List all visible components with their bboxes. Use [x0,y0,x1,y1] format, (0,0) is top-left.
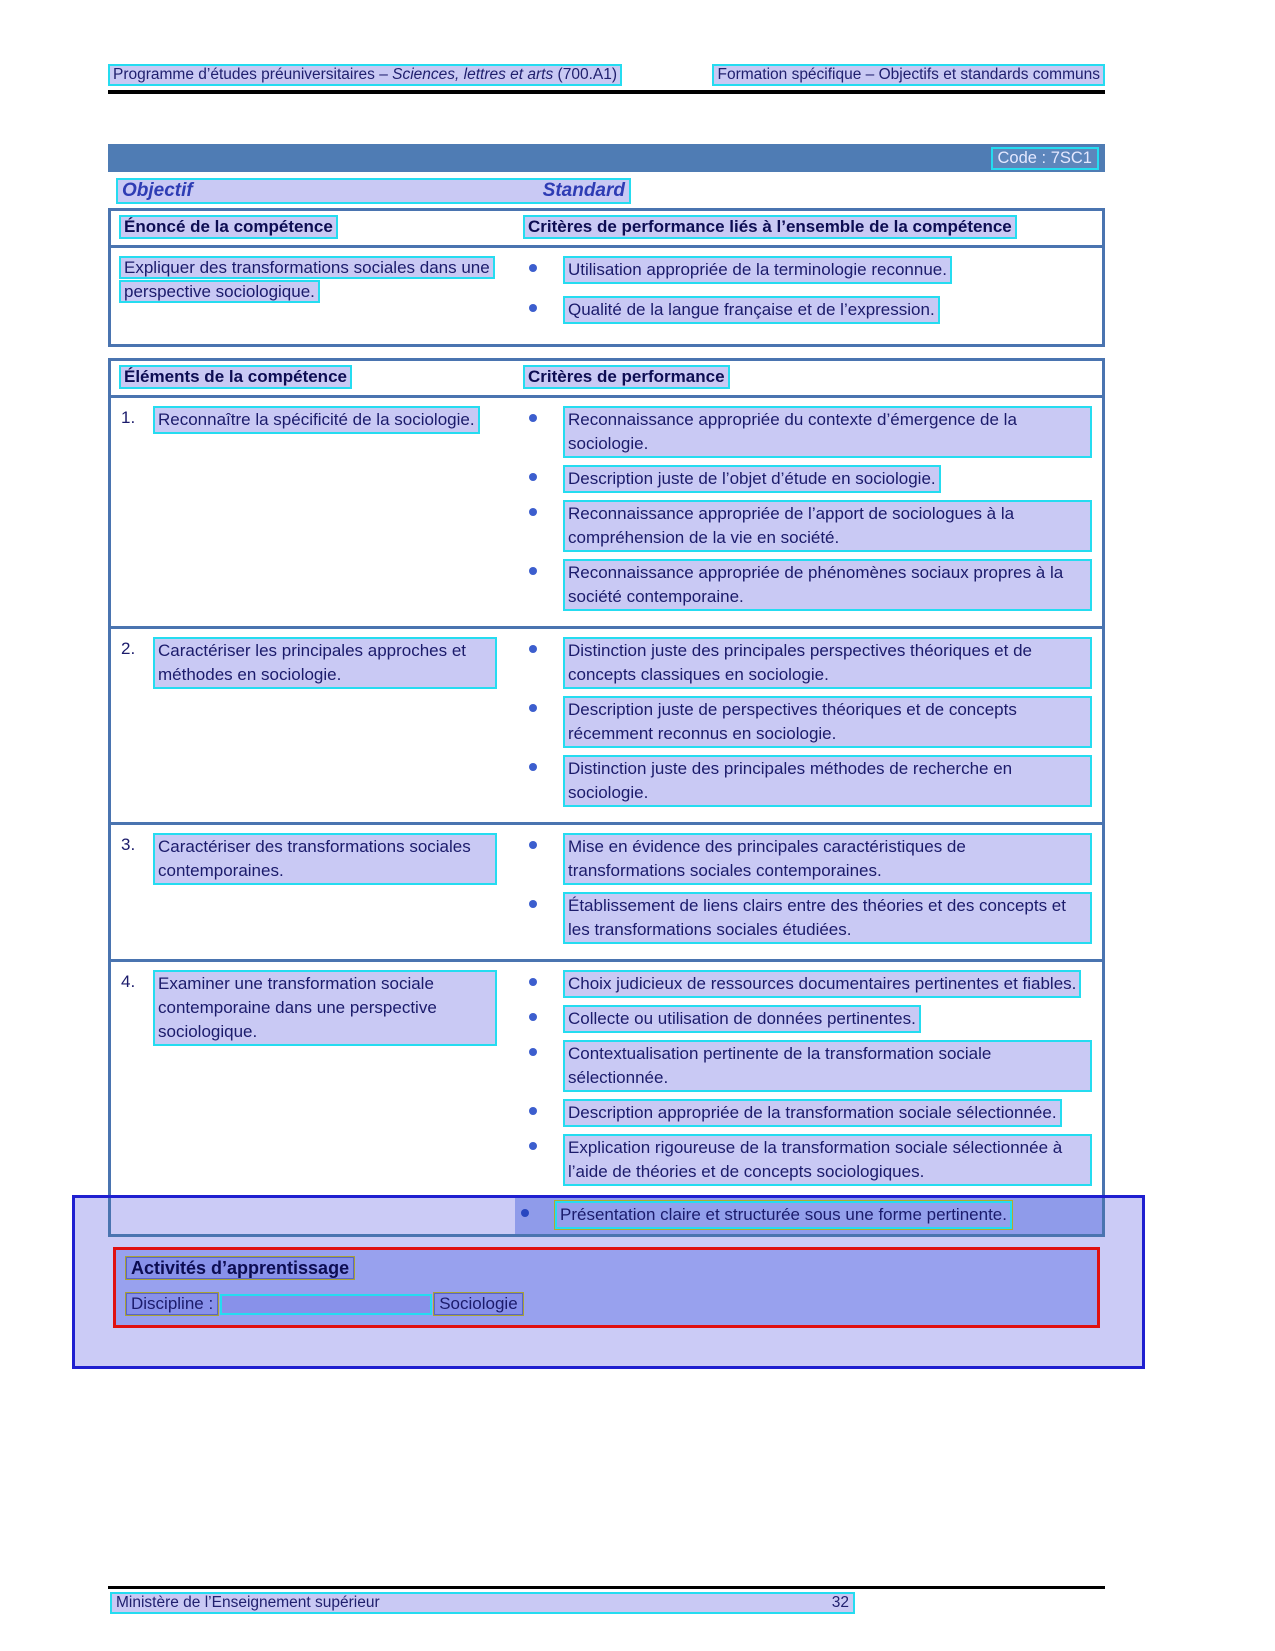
header-left [108,64,622,86]
element-number: 1. [121,408,136,427]
header-left-suffix: (700.A1) [553,66,617,83]
element-number: 3. [121,835,136,854]
criteria-cell [523,970,1096,1193]
element-text: Examiner une transformation sociale contemporaine dans une perspective sociologique. [153,970,497,1046]
criterion-item [523,296,1092,324]
bullet-icon [529,763,537,771]
criterion-text: Distinction juste des principales perspectives théoriques et de concepts classiques en sociologie. [563,637,1092,689]
element-row-1 [111,398,1102,629]
competence-statement: Expliquer des transformations sociales dans une perspective sociologique. [119,256,495,303]
criterion-item [523,892,1092,944]
bullet-icon [529,900,537,908]
element-row-4 [111,962,1102,1195]
header-left-italic: Sciences, lettres et arts [392,66,554,83]
criteria-cell [515,1198,1102,1234]
elements-table-header [111,361,1102,398]
criteria-cell [523,406,1096,618]
elements-header-left: Éléments de la compétence [119,365,352,389]
activities-box [113,1247,1100,1328]
criterion-item [523,1134,1092,1186]
criterion-text: Description appropriée de la transformation sociale sélectionnée. [563,1099,1062,1127]
criterion-text: Mise en évidence des principales caractéristiques de transformations sociales contemporaines. [563,833,1092,885]
footer [110,1592,855,1614]
criterion-text: Présentation claire et structurée sous une forme pertinente. [555,1201,1012,1229]
criterion-item [523,500,1092,552]
element-cell [119,970,523,1193]
competence-header-left: Énoncé de la compétence [119,215,338,239]
criterion-text: Description juste de l’objet d’étude en sociologie. [563,465,941,493]
discipline-value: Sociologie [434,1293,522,1315]
objectif-label: Objectif [122,180,193,201]
criterion-item [523,1005,1092,1033]
criterion-text: Collecte ou utilisation de données pertinentes. [563,1005,921,1033]
criterion-item [523,256,1092,284]
criterion-text: Contextualisation pertinente de la transformation sociale sélectionnée. [563,1040,1092,1092]
competence-statement-cell [119,256,523,336]
element-cell [119,406,523,618]
criteria-cell [523,637,1096,814]
element-number: 4. [121,972,136,991]
bullet-icon [529,1142,537,1150]
element-row-2 [111,629,1102,825]
elements-header-right: Critères de performance [523,365,730,389]
criterion-item [523,637,1092,689]
criterion-item [523,465,1092,493]
bullet-icon [529,1048,537,1056]
header-rule [108,90,1105,94]
bullet-icon [521,1209,529,1217]
criterion-item [523,1099,1092,1127]
criterion-item [523,755,1092,807]
criterion-text: Qualité de la langue française et de l’expression. [563,296,940,324]
objectif-standard-row [116,178,631,204]
criterion-text: Explication rigoureuse de la transformation sociale sélectionnée à l’aide de théories et de concepts sociologiques. [563,1134,1092,1186]
bullet-icon [529,704,537,712]
bullet-icon [529,414,537,422]
criterion-text: Reconnaissance appropriée de l’apport de sociologues à la compréhension de la vie en société. [563,500,1092,552]
competence-table-header [111,211,1102,248]
criterion-item [523,696,1092,748]
bullet-icon [529,567,537,575]
criterion-item [523,406,1092,458]
code-bar [108,144,1105,172]
elements-table-continuation [108,1198,1105,1237]
bullet-icon [529,264,537,272]
standard-label: Standard [542,180,625,201]
code-badge: Code : 7SC1 [991,147,1099,170]
blue-annotation-rectangle [72,1195,1145,1369]
empty-cell [111,1198,515,1234]
competence-criteria-cell [523,256,1096,336]
bullet-icon [529,1013,537,1021]
criterion-text: Établissement de liens clairs entre des théories et des concepts et les transformations sociales étudiées. [563,892,1092,944]
criterion-item [523,970,1092,998]
element-text: Caractériser les principales approches et méthodes en sociologie. [153,637,497,689]
criterion-text: Reconnaissance appropriée de phénomènes sociaux propres à la société contemporaine. [563,559,1092,611]
header-right: Formation spécifique – Objectifs et standards communs [712,64,1105,86]
criterion-text: Reconnaissance appropriée du contexte d’émergence de la sociologie. [563,406,1092,458]
element-row-3 [111,825,1102,962]
header-left-text: Programme d’études préuniversitaires – [113,66,393,83]
criterion-text: Utilisation appropriée de la terminologie reconnue. [563,256,952,284]
activities-title [126,1258,1087,1279]
competence-row [111,248,1102,344]
criterion-item [523,559,1092,611]
element-text: Reconnaître la spécificité de la sociologie. [153,406,480,434]
criteria-cell [523,833,1096,951]
bullet-icon [529,841,537,849]
bullet-icon [529,645,537,653]
element-cell [119,637,523,814]
discipline-label: Discipline : [126,1293,218,1315]
element-number: 2. [121,639,136,658]
selection-gap [220,1294,432,1315]
bullet-icon [529,473,537,481]
competence-header-right: Critères de performance liés à l’ensemble de la compétence [523,215,1017,239]
bullet-icon [529,304,537,312]
criterion-item [523,833,1092,885]
page-number: 32 [831,1594,849,1611]
criterion-item [523,1040,1092,1092]
competence-table [108,208,1105,347]
element-cell [119,833,523,951]
discipline-row [126,1293,1087,1315]
footer-left-text: Ministère de l’Enseignement supérieur [116,1594,380,1611]
bullet-icon [529,1107,537,1115]
elements-table [108,358,1105,1195]
main-column [108,144,1105,1369]
bullet-icon [529,978,537,986]
activities-title-text: Activités d’apprentissage [126,1257,354,1279]
element-text: Caractériser des transformations sociales contemporaines. [153,833,497,885]
criterion-text: Description juste de perspectives théoriques et de concepts récemment reconnus en sociologie. [563,696,1092,748]
criterion-item [515,1201,1098,1229]
footer-rule [108,1586,1105,1589]
criterion-text: Distinction juste des principales méthodes de recherche en sociologie. [563,755,1092,807]
running-header [108,64,1105,86]
criterion-text: Choix judicieux de ressources documentaires pertinentes et fiables. [563,970,1081,998]
bullet-icon [529,508,537,516]
